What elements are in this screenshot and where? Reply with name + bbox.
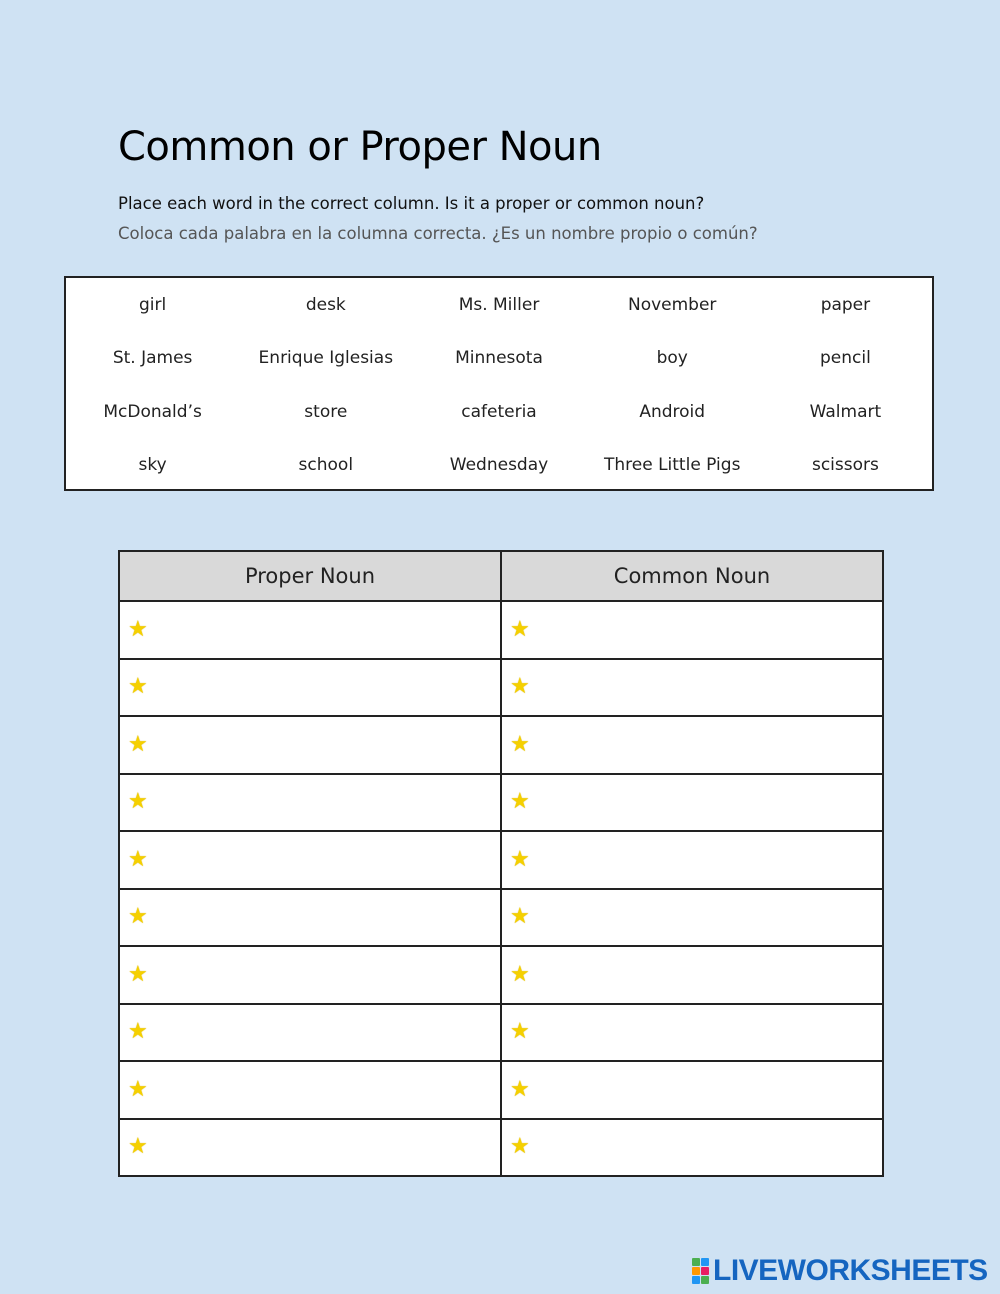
word-card[interactable]: Three Little Pigs (603, 455, 741, 476)
star-icon: ★ (128, 904, 148, 930)
proper-noun-drop-cell[interactable] (119, 946, 501, 1004)
proper-noun-drop-cell[interactable] (119, 1004, 501, 1062)
proper-noun-drop-cell[interactable] (119, 1119, 501, 1177)
star-icon: ★ (128, 789, 148, 815)
word-card[interactable]: boy (656, 348, 688, 369)
word-card[interactable]: paper (820, 294, 871, 315)
star-icon: ★ (128, 731, 148, 757)
proper-noun-drop-cell[interactable] (119, 1061, 501, 1119)
page-title: Common or Proper Noun (118, 124, 602, 170)
common-noun-drop-cell[interactable] (501, 1004, 883, 1062)
star-icon: ★ (510, 904, 530, 930)
proper-noun-drop-cell[interactable] (119, 716, 501, 774)
star-icon: ★ (510, 1076, 530, 1102)
star-icon: ★ (510, 1019, 530, 1045)
star-icon: ★ (128, 961, 148, 987)
word-bank-row (66, 278, 932, 332)
word-card[interactable]: McDonald’s (103, 401, 202, 422)
word-bank (64, 276, 934, 491)
word-card[interactable]: St. James (112, 348, 193, 369)
star-icon: ★ (510, 961, 530, 987)
answer-row (119, 1004, 883, 1062)
answer-row (119, 831, 883, 889)
answer-row (119, 716, 883, 774)
common-noun-drop-cell[interactable] (501, 601, 883, 659)
word-bank-row (66, 439, 932, 493)
word-card[interactable]: Minnesota (455, 348, 543, 369)
word-card[interactable]: November (627, 294, 717, 315)
word-bank-row (66, 385, 932, 439)
common-noun-drop-cell[interactable] (501, 831, 883, 889)
word-card[interactable]: Walmart (809, 401, 882, 422)
star-icon: ★ (128, 1134, 148, 1160)
common-noun-drop-cell[interactable] (501, 1119, 883, 1177)
answer-row (119, 889, 883, 947)
star-icon: ★ (128, 1076, 148, 1102)
instruction-spanish: Coloca cada palabra en la columna correcta. ¿Es un nombre propio o común? (118, 224, 758, 243)
logo-mark-icon (692, 1258, 709, 1284)
word-card[interactable]: sky (138, 455, 167, 476)
proper-noun-drop-cell[interactable] (119, 831, 501, 889)
common-noun-drop-cell[interactable] (501, 1061, 883, 1119)
instruction-english: Place each word in the correct column. Is it a proper or common noun? (118, 194, 705, 213)
star-icon: ★ (510, 1134, 530, 1160)
answer-row (119, 601, 883, 659)
common-noun-drop-cell[interactable] (501, 946, 883, 1004)
proper-noun-drop-cell[interactable] (119, 774, 501, 832)
answer-row (119, 1119, 883, 1177)
proper-noun-drop-cell[interactable] (119, 889, 501, 947)
word-card[interactable]: pencil (820, 348, 871, 369)
star-icon: ★ (510, 616, 530, 642)
answer-row (119, 774, 883, 832)
word-card[interactable]: store (304, 401, 348, 422)
word-bank-row (66, 332, 932, 386)
common-noun-drop-cell[interactable] (501, 774, 883, 832)
star-icon: ★ (128, 616, 148, 642)
answer-row (119, 946, 883, 1004)
proper-noun-header: Proper Noun (119, 551, 501, 601)
word-card[interactable]: girl (138, 294, 167, 315)
common-noun-drop-cell[interactable] (501, 659, 883, 717)
liveworksheets-logo (692, 1254, 988, 1288)
common-noun-header: Common Noun (501, 551, 883, 601)
word-card[interactable]: Enrique Iglesias (258, 348, 394, 369)
word-card[interactable]: cafeteria (461, 401, 537, 422)
word-card[interactable]: school (298, 455, 354, 476)
star-icon: ★ (510, 674, 530, 700)
star-icon: ★ (128, 846, 148, 872)
star-icon: ★ (510, 846, 530, 872)
word-card[interactable]: scissors (811, 455, 879, 476)
answer-row (119, 659, 883, 717)
word-card[interactable]: Wednesday (449, 455, 549, 476)
common-noun-drop-cell[interactable] (501, 716, 883, 774)
answer-table (118, 550, 884, 1177)
star-icon: ★ (510, 731, 530, 757)
brand-name: LIVEWORKSHEETS (713, 1254, 988, 1287)
star-icon: ★ (510, 789, 530, 815)
proper-noun-drop-cell[interactable] (119, 601, 501, 659)
star-icon: ★ (128, 1019, 148, 1045)
word-card[interactable]: Ms. Miller (458, 294, 540, 315)
proper-noun-drop-cell[interactable] (119, 659, 501, 717)
common-noun-drop-cell[interactable] (501, 889, 883, 947)
word-card[interactable]: Android (639, 401, 706, 422)
word-card[interactable]: desk (305, 294, 346, 315)
answer-row (119, 1061, 883, 1119)
star-icon: ★ (128, 674, 148, 700)
